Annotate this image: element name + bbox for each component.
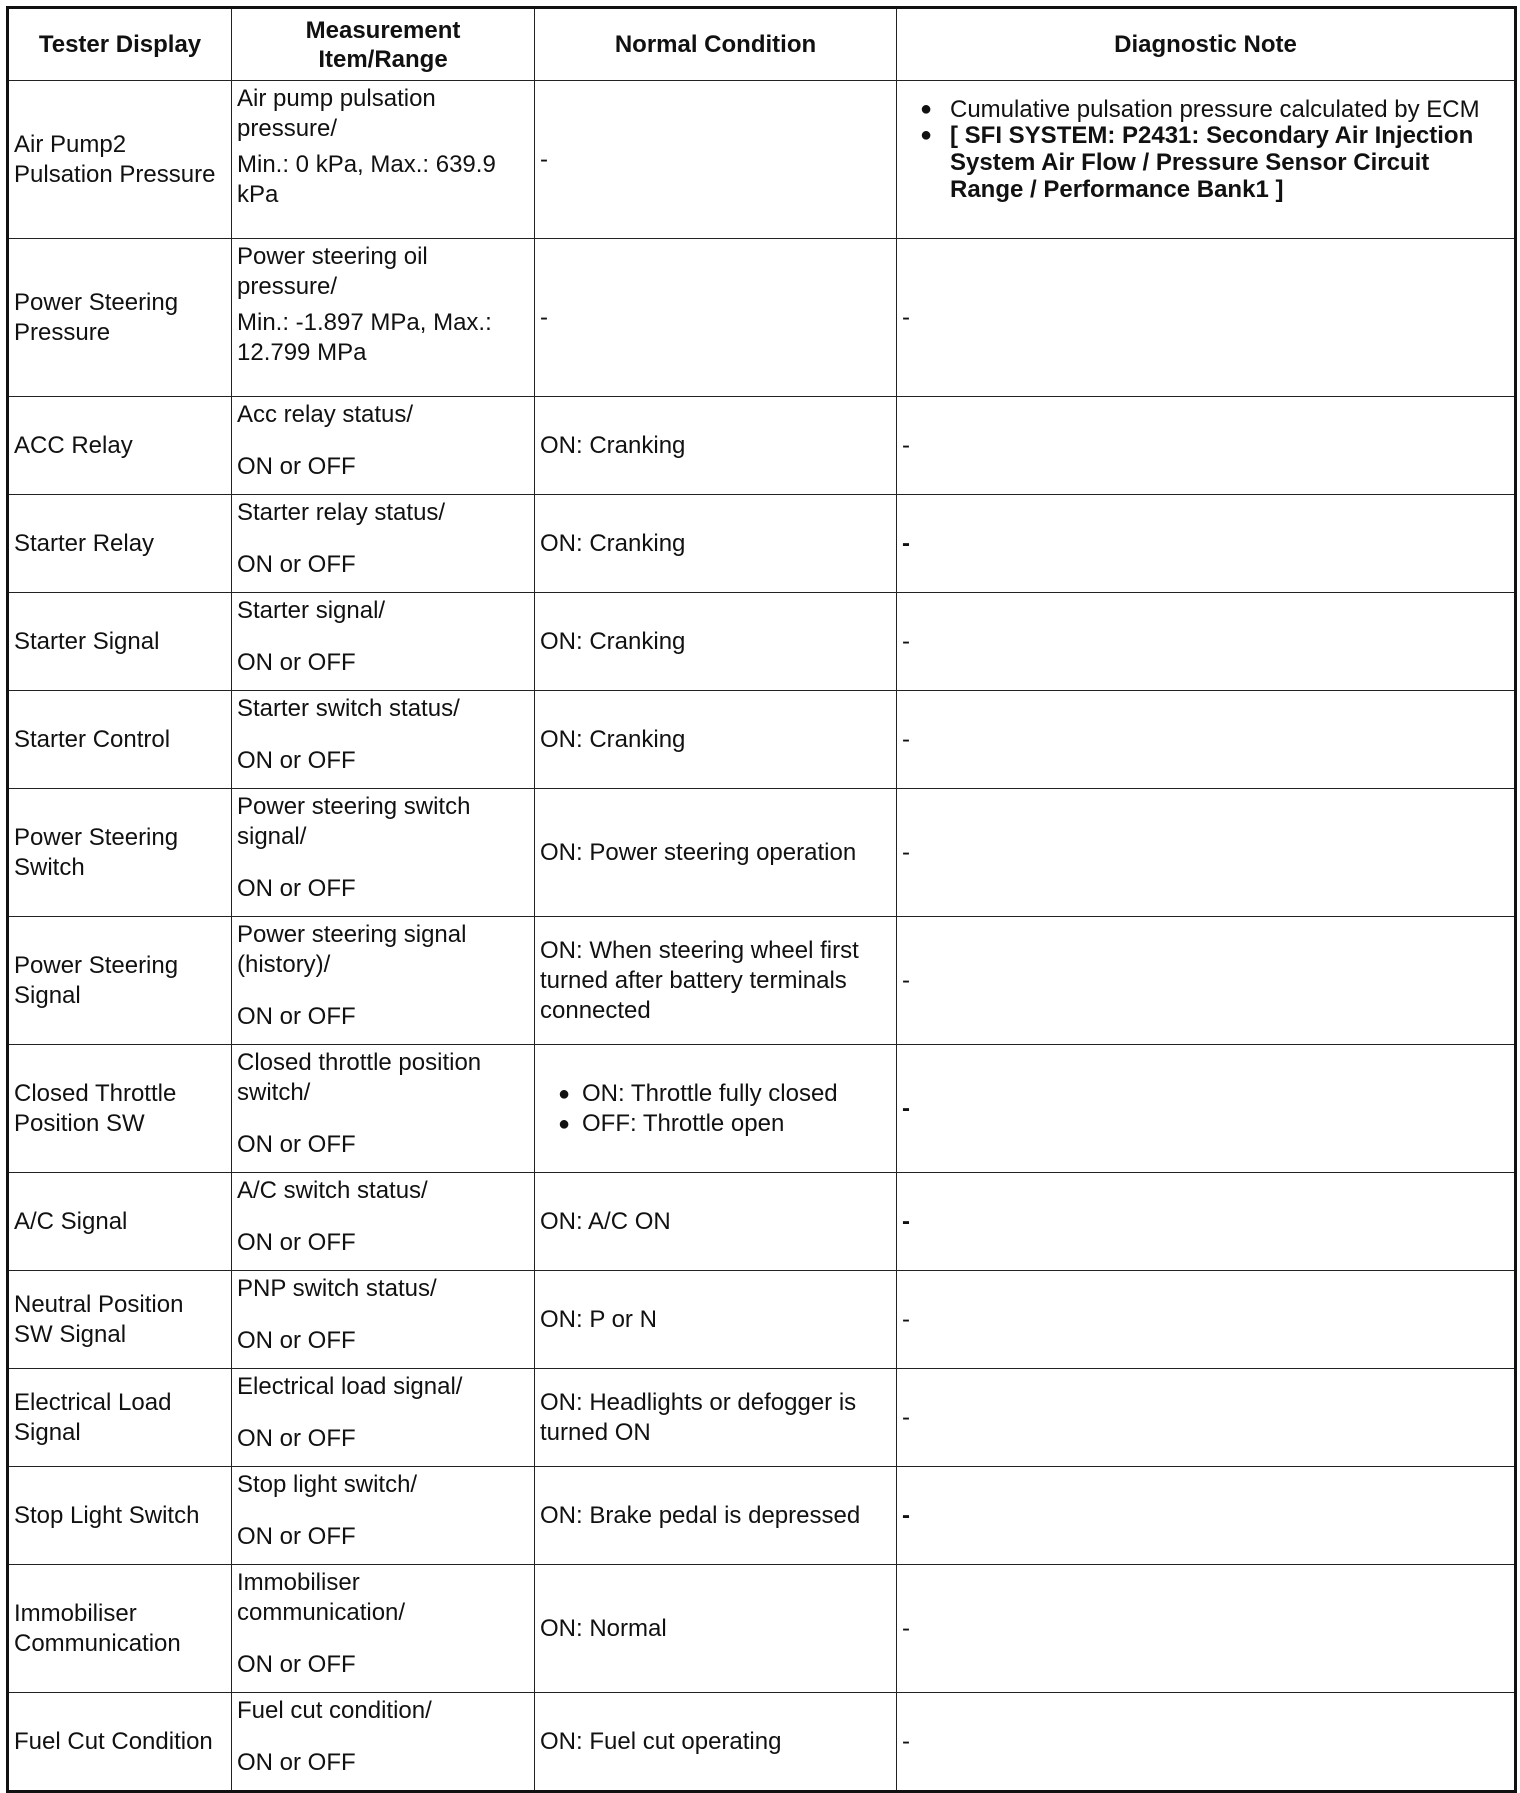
cell-measurement-range (232, 691, 535, 789)
normal-condition-item: ● OFF: Throttle open (540, 1109, 891, 1139)
cell-normal-condition: - (535, 81, 897, 239)
cell-normal-condition: ON: Normal (535, 1565, 897, 1693)
cell-tester-display: Power Steering Switch (8, 789, 232, 917)
cell-measurement-range (232, 1565, 535, 1693)
measurement-range: ON or OFF (237, 747, 356, 774)
cell-measurement-range (232, 81, 535, 239)
cell-tester-display: Starter Signal (8, 593, 232, 691)
measurement-range: ON or OFF (237, 1523, 356, 1550)
measurement-range: Min.: -1.897 MPa, Max.: 12.799 MPa (237, 309, 492, 366)
cell-normal-condition: ON: Cranking (535, 593, 897, 691)
normal-condition-list (540, 1079, 891, 1139)
cell-normal-condition: ON: Headlights or defogger is turned ON (535, 1369, 897, 1467)
diagnostic-note-dash: - (902, 725, 910, 753)
table-row (8, 81, 1516, 239)
measurement-range: Min.: 0 kPa, Max.: 639.9 kPa (237, 151, 496, 208)
diagnostic-note-dash: - (902, 431, 910, 459)
table-row (8, 239, 1516, 397)
table-row (8, 1565, 1516, 1693)
cell-diagnostic-note (897, 239, 1516, 397)
diagnostic-note-dash: - (902, 1094, 910, 1122)
cell-tester-display: Neutral Position SW Signal (8, 1271, 232, 1369)
measurement-item: Acc relay status/ (237, 401, 414, 428)
cell-normal-condition: ON: Power steering operation (535, 789, 897, 917)
measurement-range: ON or OFF (237, 1003, 356, 1030)
header-normal-condition: Normal Condition (535, 8, 897, 81)
table-row (8, 789, 1516, 917)
measurement-range: ON or OFF (237, 875, 356, 902)
cell-measurement-range (232, 495, 535, 593)
table-row (8, 1369, 1516, 1467)
measurement-range: ON or OFF (237, 1327, 356, 1354)
cell-diagnostic-note (897, 1271, 1516, 1369)
cell-normal-condition: ON: A/C ON (535, 1173, 897, 1271)
measurement-range: ON or OFF (237, 1229, 356, 1256)
cell-measurement-range (232, 1173, 535, 1271)
cell-tester-display: Immobiliser Communication (8, 1565, 232, 1693)
cell-measurement-range (232, 239, 535, 397)
cell-normal-condition: ON: Cranking (535, 397, 897, 495)
cell-diagnostic-note (897, 593, 1516, 691)
diagnostic-note-dash: - (902, 1614, 910, 1642)
cell-diagnostic-note (897, 691, 1516, 789)
measurement-item: Stop light switch/ (237, 1471, 418, 1498)
cell-diagnostic-note (897, 495, 1516, 593)
cell-tester-display: Electrical Load Signal (8, 1369, 232, 1467)
diagnostic-note-dash: - (902, 1207, 910, 1235)
cell-normal-condition (535, 1045, 897, 1173)
table-row (8, 691, 1516, 789)
measurement-item: A/C switch status/ (237, 1177, 428, 1204)
measurement-range: ON or OFF (237, 1749, 356, 1776)
table-row (8, 917, 1516, 1045)
cell-diagnostic-note (897, 1369, 1516, 1467)
measurement-range: ON or OFF (237, 453, 356, 480)
measurement-item: Immobiliser communication/ (237, 1569, 406, 1626)
diagnostic-note-item: ● Cumulative pulsation pressure calculated by ECM (918, 95, 1509, 124)
cell-tester-display: Closed Throttle Position SW (8, 1045, 232, 1173)
header-tester-display: Tester Display (8, 8, 232, 81)
cell-diagnostic-note (897, 789, 1516, 917)
cell-measurement-range (232, 397, 535, 495)
cell-tester-display: Power Steering Signal (8, 917, 232, 1045)
measurement-item: Air pump pulsation pressure/ (237, 85, 436, 142)
cell-measurement-range (232, 593, 535, 691)
measurement-item: Power steering signal (history)/ (237, 921, 467, 978)
cell-measurement-range (232, 1693, 535, 1792)
diagnostic-note-dash: - (902, 838, 910, 866)
cell-diagnostic-note (897, 81, 1516, 239)
diagnostic-note-dash: - (902, 966, 910, 994)
cell-tester-display: Power Steering Pressure (8, 239, 232, 397)
header-row (8, 8, 1516, 81)
table-row (8, 495, 1516, 593)
cell-normal-condition: ON: Fuel cut operating (535, 1693, 897, 1792)
table-row (8, 1693, 1516, 1792)
diagnostic-note-dash: - (902, 303, 910, 331)
cell-diagnostic-note (897, 1173, 1516, 1271)
cell-normal-condition: ON: Cranking (535, 691, 897, 789)
measurement-item: Closed throttle position switch/ (237, 1049, 482, 1106)
cell-measurement-range (232, 789, 535, 917)
measurement-range: ON or OFF (237, 551, 356, 578)
table-row (8, 1045, 1516, 1173)
cell-normal-condition: ON: Cranking (535, 495, 897, 593)
cell-measurement-range (232, 1271, 535, 1369)
cell-diagnostic-note (897, 1693, 1516, 1792)
cell-diagnostic-note (897, 397, 1516, 495)
measurement-item: Power steering oil pressure/ (237, 243, 428, 300)
diagnostic-note-list (902, 95, 1509, 203)
cell-tester-display: Starter Control (8, 691, 232, 789)
diagnostic-note-dash: - (902, 1501, 910, 1529)
measurement-item: PNP switch status/ (237, 1275, 437, 1302)
cell-diagnostic-note (897, 1467, 1516, 1565)
diagnostic-note-dash: - (902, 1727, 910, 1755)
header-diagnostic-note: Diagnostic Note (897, 8, 1516, 81)
cell-normal-condition: ON: P or N (535, 1271, 897, 1369)
measurement-item: Starter signal/ (237, 597, 386, 624)
cell-diagnostic-note (897, 917, 1516, 1045)
measurement-item: Power steering switch signal/ (237, 793, 471, 850)
table-row (8, 1467, 1516, 1565)
diagnostic-note-dash: - (902, 627, 910, 655)
cell-measurement-range (232, 1045, 535, 1173)
cell-tester-display: Fuel Cut Condition (8, 1693, 232, 1792)
diagnostic-note-dash: - (902, 1305, 910, 1333)
header-measurement-range: Measurement Item/Range (232, 8, 535, 81)
cell-measurement-range (232, 1467, 535, 1565)
diagnostic-note-dash: - (902, 1403, 910, 1431)
cell-tester-display: A/C Signal (8, 1173, 232, 1271)
diagnostic-note-dash: - (902, 529, 910, 557)
cell-tester-display: Stop Light Switch (8, 1467, 232, 1565)
measurement-item: Starter relay status/ (237, 499, 446, 526)
table-row (8, 1173, 1516, 1271)
table-row (8, 397, 1516, 495)
measurement-item: Electrical load signal/ (237, 1373, 463, 1400)
cell-tester-display: ACC Relay (8, 397, 232, 495)
table-body (8, 81, 1516, 1792)
measurement-item: Fuel cut condition/ (237, 1697, 432, 1724)
normal-condition-item: ● ON: Throttle fully closed (540, 1079, 891, 1109)
diagnostic-note-link[interactable]: ● [ SFI SYSTEM: P2431: Secondary Air Injection System Air Flow / Pressure Sensor Circuit Range / Performance Bank1 ] (918, 122, 1509, 203)
measurement-item: Starter switch status/ (237, 695, 460, 722)
cell-diagnostic-note (897, 1565, 1516, 1693)
cell-tester-display: Air Pump2 Pulsation Pressure (8, 81, 232, 239)
cell-tester-display: Starter Relay (8, 495, 232, 593)
measurement-range: ON or OFF (237, 1425, 356, 1452)
cell-normal-condition: ON: When steering wheel first turned after battery terminals connected (535, 917, 897, 1045)
data-list-table (6, 6, 1517, 1793)
cell-measurement-range (232, 917, 535, 1045)
table-row (8, 593, 1516, 691)
measurement-range: ON or OFF (237, 1651, 356, 1678)
table-row (8, 1271, 1516, 1369)
cell-measurement-range (232, 1369, 535, 1467)
cell-normal-condition: - (535, 239, 897, 397)
cell-normal-condition: ON: Brake pedal is depressed (535, 1467, 897, 1565)
measurement-range: ON or OFF (237, 649, 356, 676)
cell-diagnostic-note (897, 1045, 1516, 1173)
data-list-table-sheet (6, 6, 1514, 1780)
measurement-range: ON or OFF (237, 1131, 356, 1158)
